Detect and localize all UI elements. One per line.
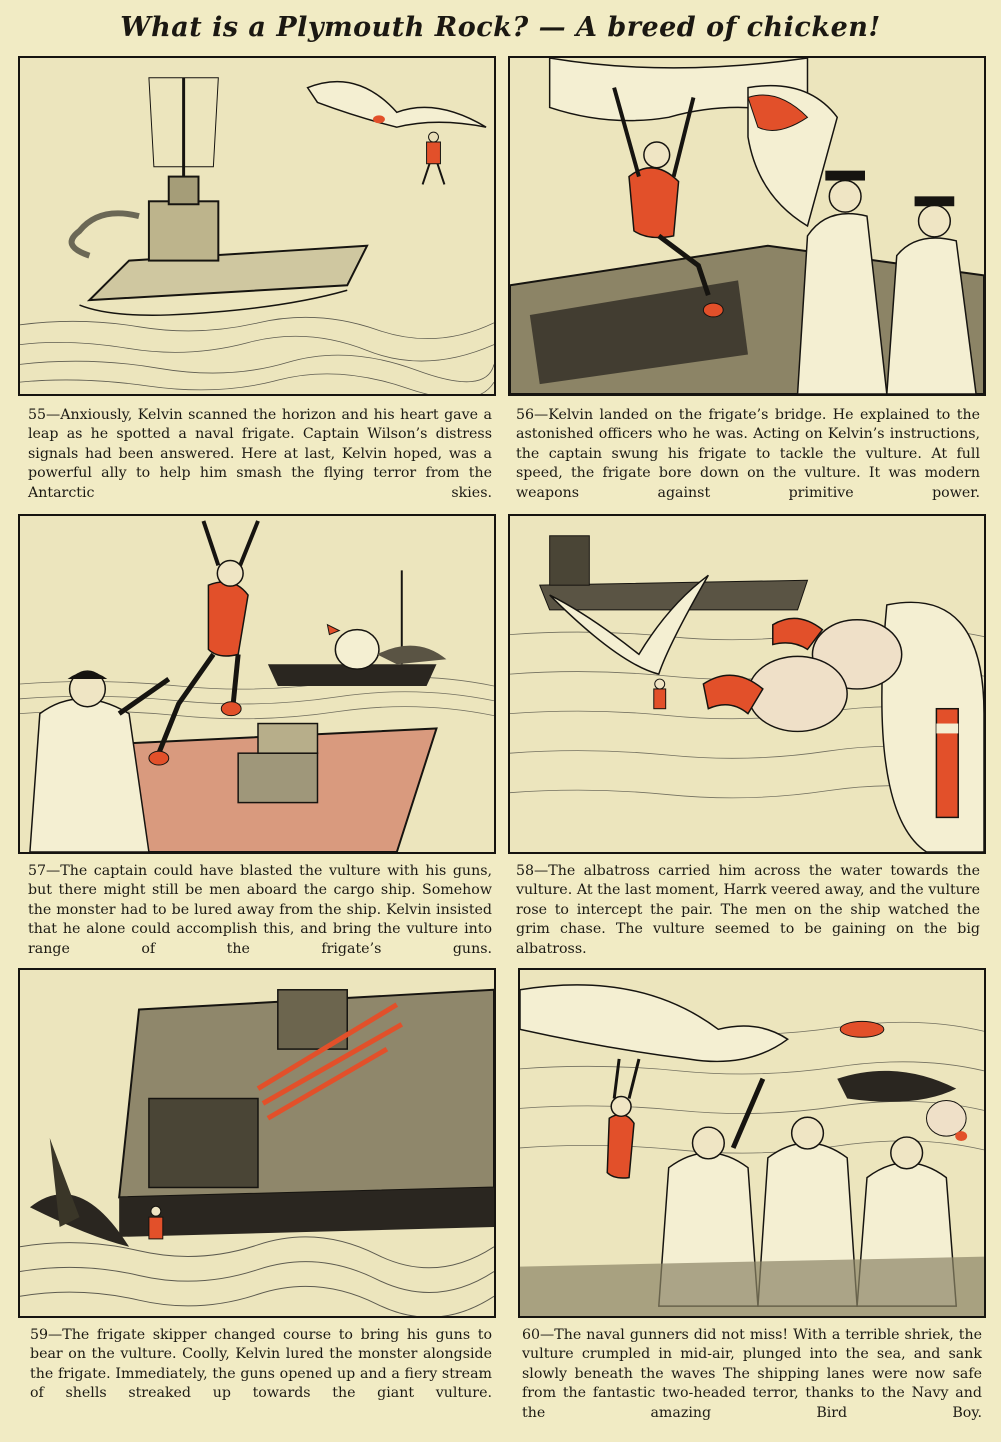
- panel-caption-56: 56—Kelvin landed on the frigate’s bridge. He explained to the astonished officers who he was. Acting on Kelvin’s instructions, the captain swung his frigate to tackle the vulture. At full speed, the frigate bore down on the vulture. It was modern weapons against primitive power.: [516, 407, 980, 501]
- guns-firing-illustration: [20, 970, 494, 1316]
- page-title: What is a Plymouth Rock? — A breed of chicken!: [120, 12, 881, 43]
- comic-panel-59: [18, 968, 496, 1318]
- comic-panel-60: [518, 968, 986, 1318]
- panel-caption-59: 59—The frigate skipper changed course to bring his guns to bear on the vulture. Coolly, Kelvin lured the monster alongside the frigate. Immediately, the guns opened up and a fiery stream of shells streaked up towards the giant vulture.: [30, 1327, 492, 1402]
- vulture-sinks-illustration: [520, 970, 984, 1316]
- panel-caption-55: 55—Anxiously, Kelvin scanned the horizon and his heart gave a leap as he spotted a naval frigate. Captain Wilson’s distress signals had been answered. Here at last, Kelvin hoped, was a powerful ally to help him smash the flying terror from the Antarctic skies.: [28, 407, 492, 501]
- deck-leap-illustration: [20, 516, 494, 852]
- comic-panel-56: [508, 56, 986, 396]
- comic-panel-55: [18, 56, 496, 396]
- panel-caption-57: 57—The captain could have blasted the vulture with his guns, but there might still be men aboard the cargo ship. Somehow the monster had to be lured away from the ship. Kelvin insisted that he alone could accomplish this, and bring the vulture into range of the frigate’s guns.: [28, 863, 492, 957]
- comic-panel-57: [18, 514, 496, 854]
- panel-caption-58: 58—The albatross carried him across the water towards the vulture. At the last moment, Harrk veered away, and the vulture rose to intercept the pair. The men on the ship watched the grim chase. The vulture seemed to be gaining on the big albatross.: [516, 863, 980, 957]
- vulture-chase-illustration: [510, 516, 984, 852]
- panel-caption-60: 60—The naval gunners did not miss! With a terrible shriek, the vulture crumpled in mid-air, plunged into the sea, and sank slowly beneath the waves The shipping lanes were now safe from the fantastic two-headed terror, thanks to the Navy and the amazing Bird Boy.: [522, 1327, 982, 1421]
- bridge-landing-illustration: [510, 58, 984, 394]
- comic-panel-58: [508, 514, 986, 854]
- frigate-illustration: [20, 58, 494, 394]
